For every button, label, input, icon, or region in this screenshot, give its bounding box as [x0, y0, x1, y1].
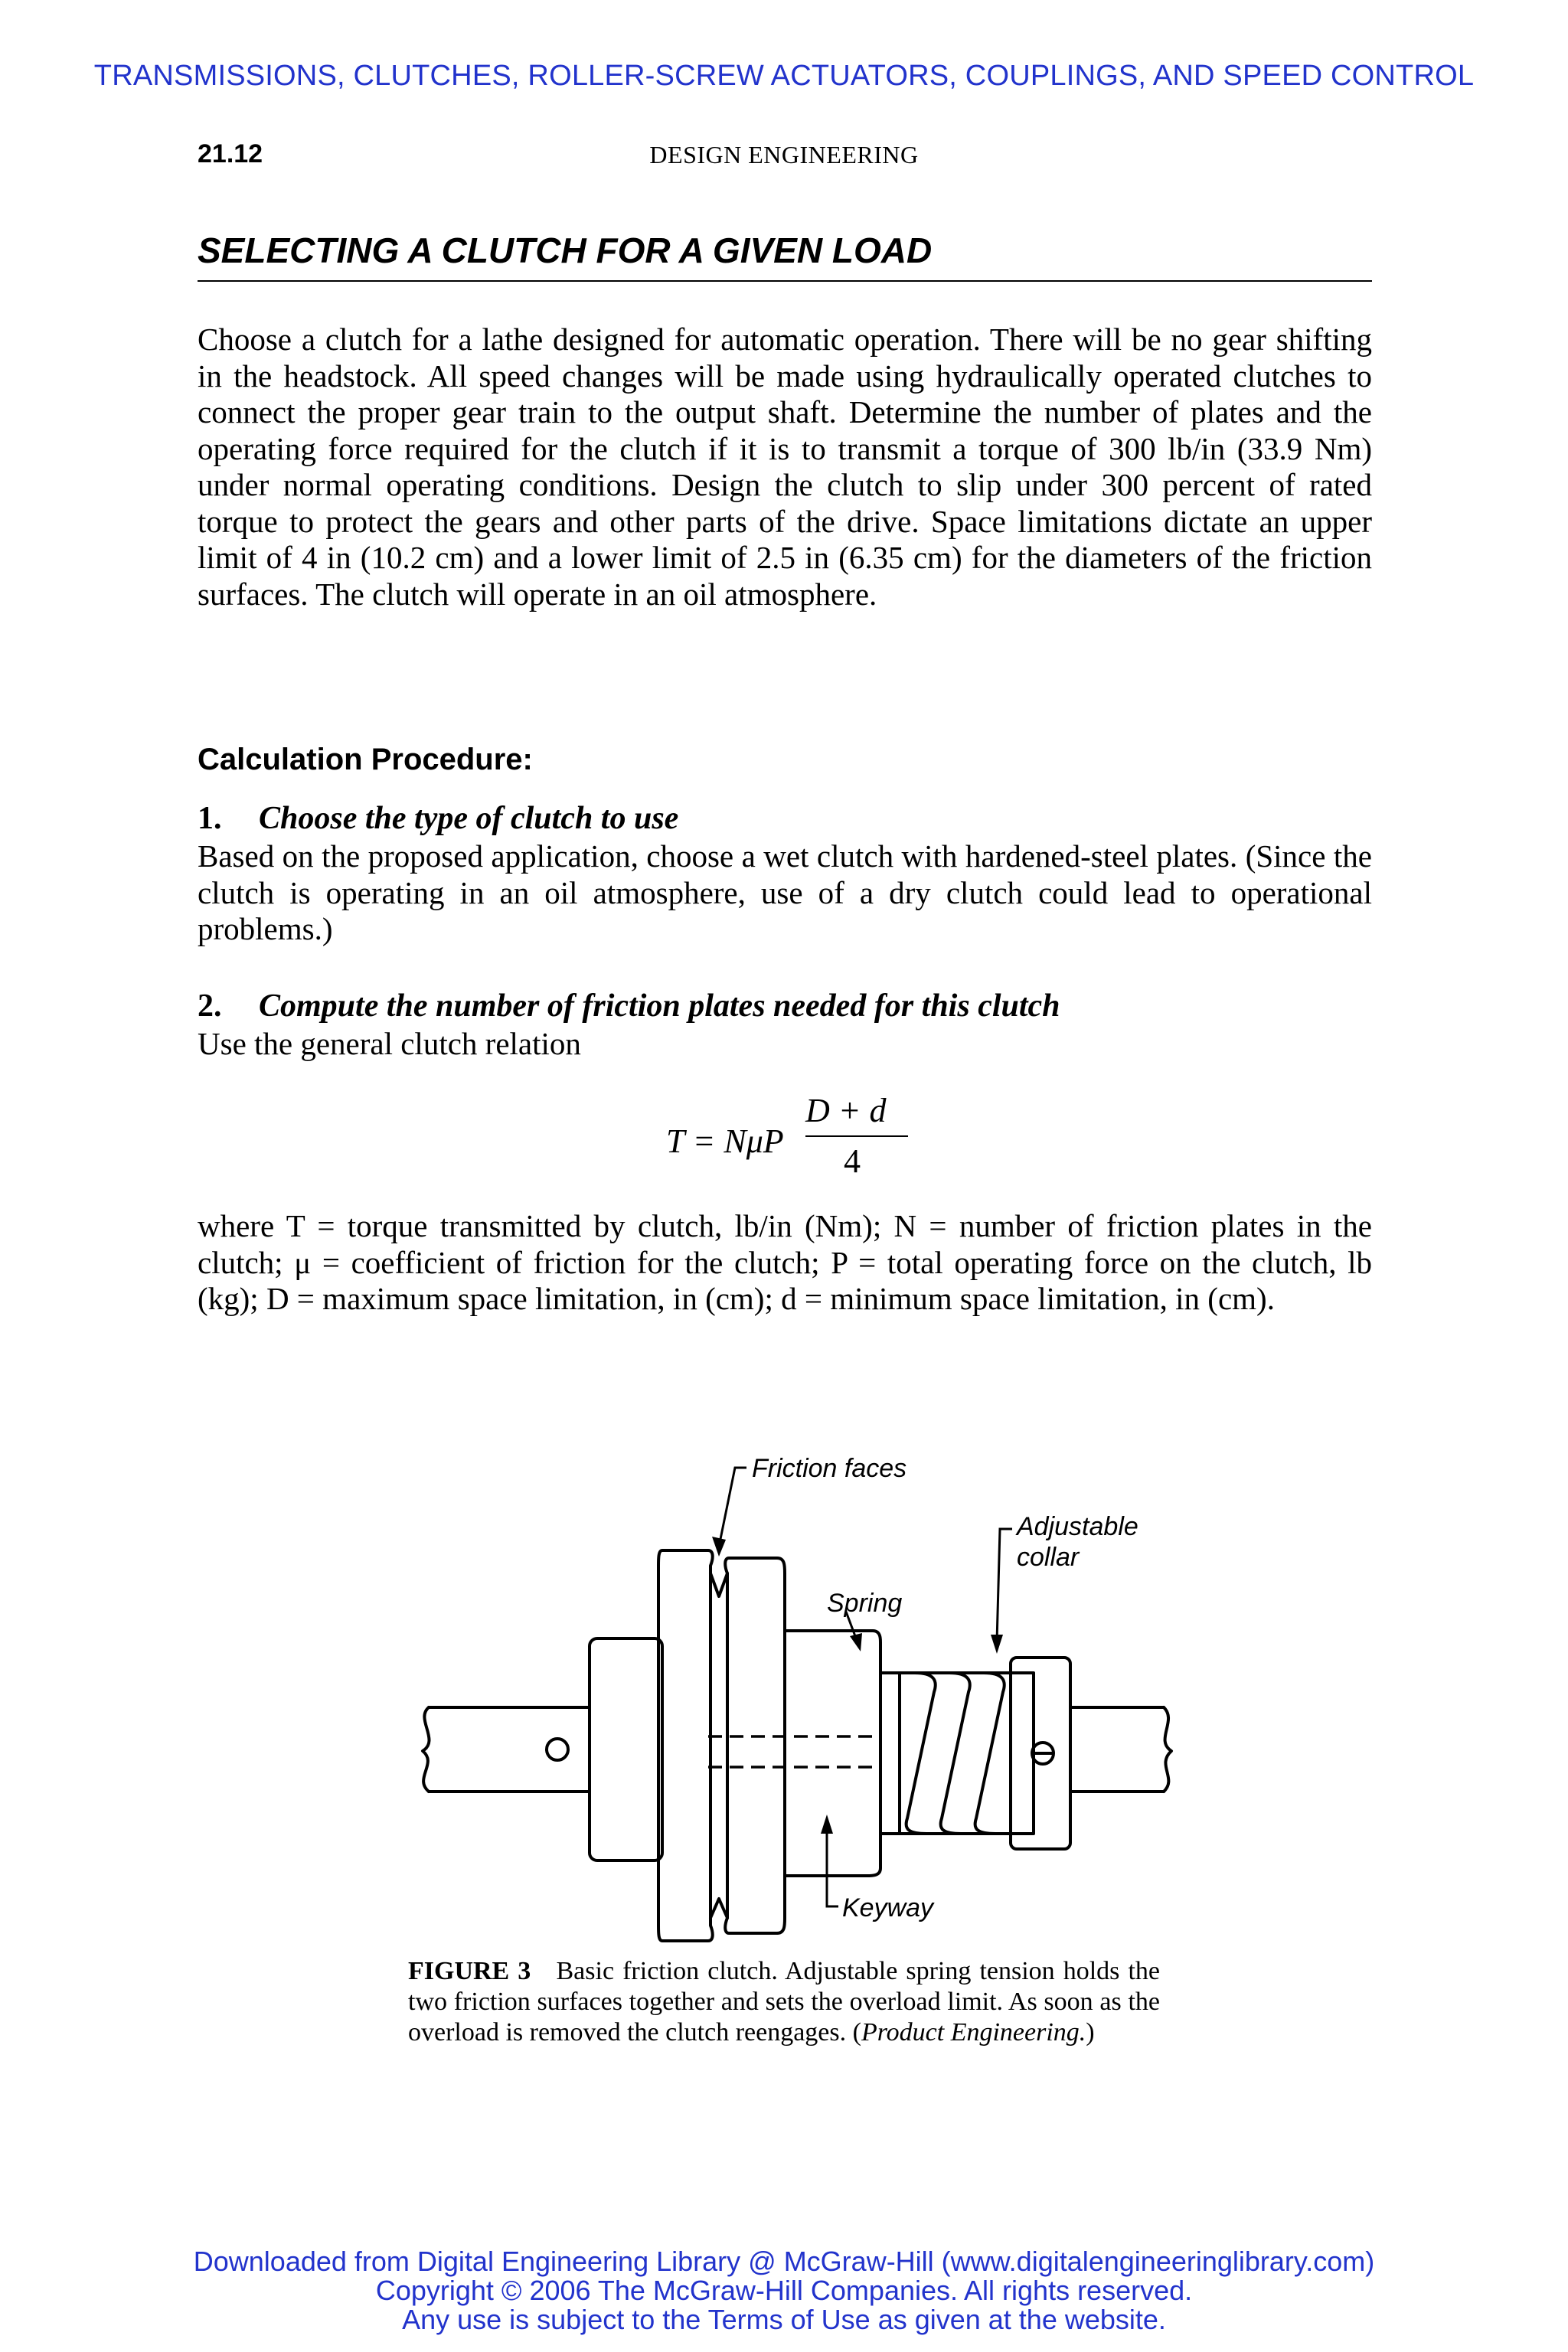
footer-terms: Any use is subject to the Terms of Use as given at the website. [402, 2304, 1166, 2335]
caption-text: Basic friction clutch. Adjustable spring tension holds the two friction surfaces together and sets the overload limit. As soon as the overload is removed the clutch reengages. [408, 1957, 1161, 2047]
banner-text: TRANSMISSIONS, CLUTCHES, ROLLER-SCREW ACTUATORS, COUPLINGS, AND SPEED CONTROL [93, 60, 1475, 92]
leader-arrows [712, 1537, 1003, 1834]
running-head: DESIGN ENGINEERING [649, 141, 919, 168]
step-2-title: Compute the number of friction plates needed for this clutch [259, 988, 1060, 1024]
left-shaft [429, 1707, 590, 1792]
equation-denominator: 4 [844, 1142, 861, 1180]
step-1-heading [198, 800, 678, 837]
step-1-title: Choose the type of clutch to use [259, 801, 679, 836]
left-friction-disk [658, 1550, 713, 1941]
spring-coil-3 [975, 1673, 1004, 1834]
hub-pin-hole [547, 1739, 568, 1760]
problem-statement: Choose a clutch for a lathe designed for automatic operation. There will be no gear shifting in the headstock. All speed changes will be made using hydraulically operated clutches to connect the proper gear train to the output shaft. Determine the number of plates and the operating force required for the clutch if it is to transmit a torque of 300 lb/in (33.9 Nm) under normal operating conditions. Design the clutch to slip under 300 percent of rated torque to protect the gears and other parts of the drive. Space limitations dictate an upper limit of 4 in (10.2 cm) and a lower limit of 2.5 in (6.35 cm) for the diameters of the friction surfaces. The clutch will operate in an oil atmosphere. [198, 322, 1372, 612]
keyway-lines [708, 1736, 880, 1767]
figure-number: FIGURE 3 [408, 1957, 531, 1985]
footer [0, 2247, 1568, 2334]
caption-source: Product Engineering. [861, 2018, 1086, 2047]
step-1-text: Based on the proposed application, choose a wet clutch with hardened-steel plates. (Since the clutch is operating in an oil atmosphere, use of a dry clutch could lead to operational problems.) [198, 838, 1372, 946]
label-adjustable: Adjustable [1017, 1512, 1138, 1541]
section-title: SELECTING A CLUTCH FOR A GIVEN LOAD [198, 230, 933, 270]
page-number: 21.12 [198, 139, 263, 168]
right-shaft [1070, 1707, 1164, 1792]
variable-definitions: where T = torque transmitted by clutch, lb/in (Nm); N = number of friction plates in the clutch; μ = coefficient of friction for the clutch; P = total operating force on the clutch, lb (kg); D = maximum space limitation, in (cm); d = minimum space limitation, in (cm). [198, 1208, 1372, 1316]
title-rule [198, 280, 1372, 282]
clutch-equation [666, 1091, 972, 1183]
left-hub [590, 1638, 662, 1860]
equation-lhs: T = NμP [666, 1122, 784, 1160]
label-spring: Spring [827, 1589, 903, 1618]
step-2-heading [198, 988, 1060, 1024]
right-shaft-break [1164, 1707, 1171, 1792]
fraction-bar [805, 1135, 908, 1137]
footer-download-link[interactable]: Downloaded from Digital Engineering Library @ McGraw-Hill (www.digitalengineeringlibrary.com) [193, 2246, 1375, 2277]
label-keyway: Keyway [842, 1893, 934, 1922]
friction-groove [710, 1573, 727, 1918]
left-shaft-break [423, 1707, 429, 1792]
footer-copyright: Copyright © 2006 The McGraw-Hill Companies. All rights reserved. [375, 2275, 1193, 2306]
equation-numerator: D + d [805, 1092, 887, 1129]
clutch-figure [398, 1451, 1202, 1949]
spring-coil-2 [941, 1673, 970, 1834]
right-friction-disk [725, 1558, 785, 1933]
right-hub [785, 1631, 880, 1876]
spring-coil-1 [906, 1673, 936, 1834]
step-2-text: Use the general clutch relation [198, 1026, 581, 1061]
figure-caption: FIGURE 3 Basic friction clutch. Adjustable spring tension holds the two friction surfaces together and sets the overload limit. As soon as the overload is removed the clutch reengages. (Product Engineering.) [408, 1957, 1161, 2047]
label-friction-faces: Friction faces [752, 1454, 907, 1483]
step-1-number: 1. [198, 801, 222, 836]
label-collar: collar [1017, 1543, 1080, 1572]
step-2-number: 2. [198, 988, 222, 1024]
procedure-heading: Calculation Procedure: [198, 743, 533, 776]
